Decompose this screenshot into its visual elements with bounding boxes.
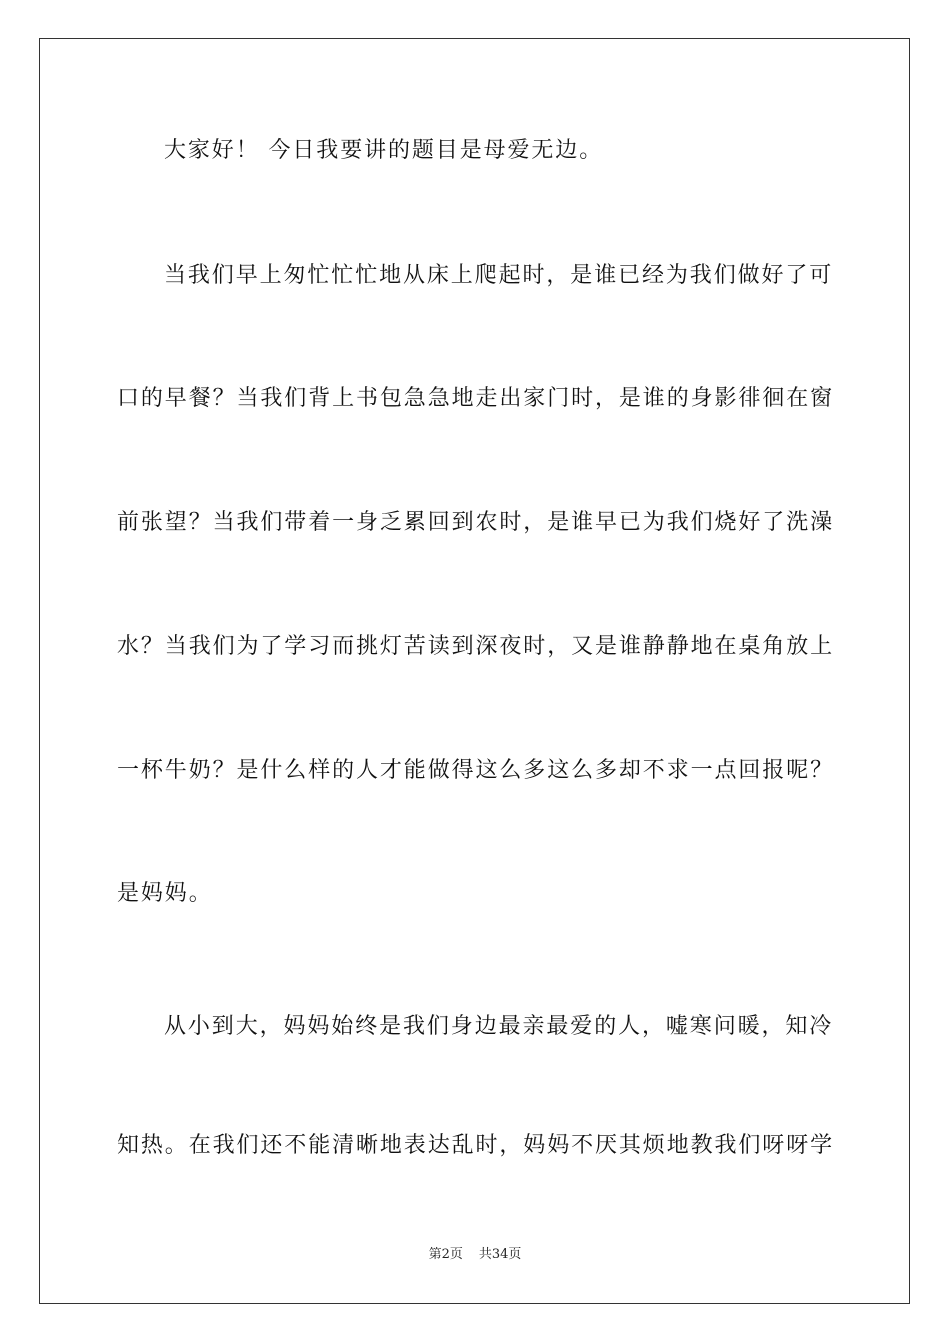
paragraph-line: 当我们早上匆忙忙忙地从床上爬起时，是谁已经为我们做好了可 [164,263,834,288]
page-footer [0,1246,950,1264]
paragraph-line-greeting: 大家好！ 今日我要讲的题目是母爱无边。 [164,138,604,163]
paragraph-line: 口的早餐？当我们背上书包急急地走出家门时，是谁的身影徘徊在窗 [117,386,835,411]
paragraph-line: 一杯牛奶？是什么样的人才能做得这么多这么多却不求一点回报呢？ [117,758,835,783]
page-border [39,38,910,1304]
paragraph-line: 前张望？当我们带着一身乏累回到农时，是谁早已为我们烧好了洗澡 [117,510,835,535]
page-total: 共34页 [478,1247,522,1262]
paragraph-line: 知热。在我们还不能清晰地表达乱时，妈妈不厌其烦地教我们呀呀学 [117,1133,835,1158]
page-number: 第2页 [428,1247,463,1262]
paragraph-line: 是妈妈。 [117,881,213,906]
paragraph-line: 从小到大，妈妈始终是我们身边最亲最爱的人，嘘寒问暖，知冷 [164,1014,834,1039]
paragraph-line: 水？当我们为了学习而挑灯苦读到深夜时，又是谁静静地在桌角放上 [117,634,835,659]
